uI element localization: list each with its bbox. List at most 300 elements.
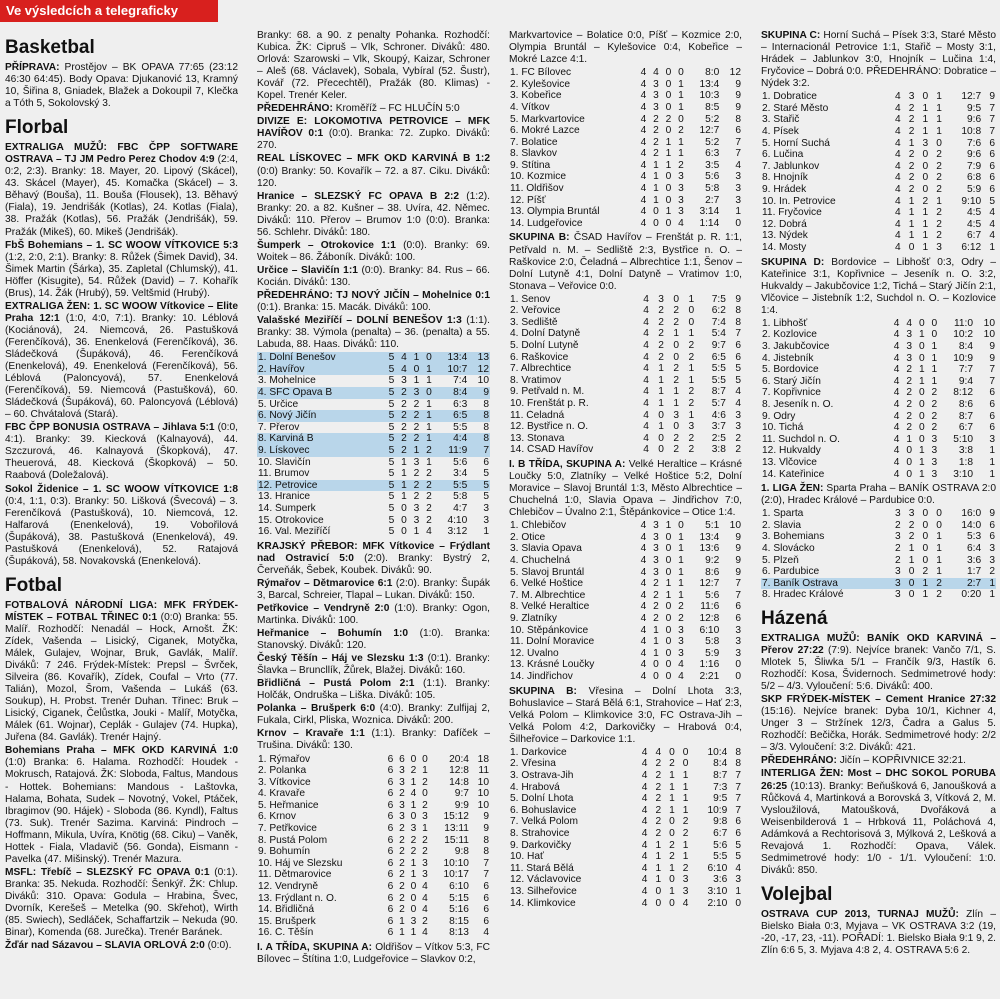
table-cell: 6: [989, 422, 995, 434]
table-cell: 2: [936, 589, 942, 601]
table-row: [257, 352, 490, 364]
table-cell: 10:9: [953, 352, 974, 364]
table-cell: 2: [655, 769, 662, 781]
table-cell: 3: [678, 647, 684, 659]
table-cell: 3: [422, 811, 428, 823]
table-cell: 2: [655, 793, 662, 805]
table-cell: 2: [906, 422, 913, 434]
table-row: [761, 364, 996, 376]
result-headline: PŘÍPRAVA:: [5, 62, 60, 73]
table-cell: 1: [665, 589, 672, 601]
table-row: [761, 91, 996, 103]
table-cell: 3: [410, 915, 417, 927]
table-row: [257, 457, 490, 469]
table-cell: 9:6: [966, 114, 982, 126]
table-cell: 6: [387, 799, 394, 811]
table-row: [509, 555, 742, 567]
table-cell: 6: [387, 788, 394, 800]
table-cell: 2: [401, 398, 407, 410]
table-cell: 2: [399, 892, 405, 904]
table-cell: 1: [413, 375, 420, 387]
standings-table: [257, 352, 490, 538]
table-cell: 5:9: [705, 647, 720, 659]
table-cell: 1: [922, 126, 929, 138]
table-cell: 0: [665, 101, 672, 113]
table-cell: 3:6: [966, 554, 982, 566]
table-cell: 4: [893, 398, 900, 410]
table-cell: 1: [410, 776, 417, 788]
table-cell: 2: [673, 374, 680, 386]
table-row: [509, 520, 742, 532]
table-cell: 1: [922, 114, 929, 126]
table-cell: 9: [468, 387, 490, 399]
table-row: [761, 469, 996, 481]
table-cell: 6:5: [433, 410, 469, 422]
table-cell: 5: [483, 468, 489, 480]
table-cell: 3:8: [958, 445, 974, 457]
table-cell: 1: [669, 885, 675, 897]
table-row: [761, 387, 996, 399]
table-cell: 6: [735, 351, 741, 363]
table-cell: 5:16: [449, 904, 469, 916]
table-cell: 1: [665, 136, 672, 148]
table-cell: 0: [410, 753, 417, 765]
table-cell: 2: [931, 398, 938, 410]
section-heading: Volejbal: [761, 883, 833, 905]
table-cell: 1: [665, 148, 672, 160]
table-cell: 2: [399, 823, 405, 835]
table-cell: 1: [918, 468, 925, 480]
table-cell: 9. Odry: [762, 410, 796, 422]
result-headline: PŘEDEHRÁNO:: [257, 103, 333, 115]
table-cell: 1: [688, 363, 695, 375]
table-cell: 5: [388, 491, 395, 503]
table-cell: 2: [408, 433, 420, 445]
table-cell: 1: [665, 206, 672, 218]
table-cell: 0: [665, 171, 672, 183]
table-cell: 0: [669, 746, 675, 758]
table-cell: 0: [665, 555, 672, 567]
table-cell: 1: [936, 114, 942, 126]
result-paragraph: [257, 30, 490, 102]
table-cell: 5. Bordovice: [762, 364, 819, 376]
table-cell: 3: [653, 520, 659, 532]
table-cell: 16:0: [961, 508, 982, 520]
table-cell: 1: [678, 136, 684, 148]
table-cell: 11. Stará Bělá: [510, 862, 574, 874]
table-cell: 4: [422, 881, 428, 893]
table-cell: 8: [483, 846, 489, 858]
result-detail: (1:2, 2:0, 2:1). Branky: 8. Růžek (Šimek David), 34. Šimek Martin (Šárka), 35. Zapletal (Chlumský), 41. Höffer (Kisugite), 54. Růžek (David) – 7. Kohařík (Brus), 14. Žák (Hrubý), 59. Veltšmid (Hrubý).: [5, 251, 238, 299]
table-cell: 6: [387, 869, 394, 881]
table-cell: 0: [735, 659, 741, 671]
table-cell: 5: [735, 374, 741, 386]
table-cell: 1: [410, 799, 417, 811]
table-cell: 5:5: [433, 480, 469, 492]
table-cell: 4: [640, 670, 647, 682]
table-cell: 1: [936, 531, 942, 543]
table-row: [509, 340, 742, 352]
table-cell: 6: [735, 125, 741, 137]
table-cell: 0: [922, 508, 929, 520]
table-cell: 6: [387, 811, 394, 823]
table-row: [509, 421, 742, 433]
table-cell: 3: [735, 183, 741, 195]
table-cell: 4. Kravaře: [258, 788, 305, 800]
table-row: [761, 184, 996, 196]
table-cell: 3: [735, 421, 741, 433]
table-cell: 4: [410, 788, 417, 800]
table-cell: 2: [678, 125, 684, 137]
table-cell: 2: [422, 846, 428, 858]
table-cell: 8. Pustá Polom: [258, 834, 328, 846]
result-detail: (1:1). Branky: Holčák, Ondruška – Liška. Diváků: 105.: [257, 678, 490, 702]
table-row: [509, 317, 742, 329]
table-cell: 2: [413, 468, 420, 480]
table-row: [761, 341, 996, 353]
table-cell: 9: [483, 823, 489, 835]
table-cell: 6:5: [711, 351, 726, 363]
table-cell: 1: [653, 159, 659, 171]
table-cell: 6. Bohuslavice: [510, 804, 577, 816]
table-cell: 16. Val. Meziříčí: [258, 526, 331, 538]
table-cell: 2: [653, 125, 659, 137]
table-cell: 12: [729, 67, 741, 79]
table-cell: 8:12: [953, 387, 974, 399]
table-cell: 6: [483, 904, 489, 916]
table-cell: 3: [922, 137, 929, 149]
result-paragraph: [509, 686, 742, 746]
table-cell: 4: [643, 444, 649, 456]
result-paragraph: [257, 653, 490, 677]
table-row: [761, 411, 996, 423]
table-cell: 1: [688, 409, 695, 421]
table-cell: 9:10: [961, 195, 982, 207]
table-cell: 5:15: [449, 892, 469, 904]
table-cell: 0: [665, 612, 672, 624]
table-cell: 0: [665, 194, 672, 206]
table-cell: 2: [908, 149, 915, 161]
table-row: [761, 161, 996, 173]
table-row: [761, 399, 996, 411]
table-cell: 2: [936, 160, 942, 172]
table-cell: 0: [922, 91, 929, 103]
table-cell: 2: [395, 410, 407, 422]
table-cell: 0: [735, 670, 741, 682]
table-row: [509, 532, 742, 544]
table-cell: 7: [735, 589, 741, 601]
table-cell: 11. Suchdol n. O.: [762, 433, 840, 445]
table-cell: 6: [483, 881, 489, 893]
result-headline: SKP FRÝDEK-MÍSTEK – Cement Hranice 27:32: [761, 694, 996, 706]
table-cell: 5:5: [711, 374, 726, 386]
table-cell: 4: [643, 363, 649, 375]
table-cell: 1: [922, 207, 929, 219]
table-cell: 6: [387, 904, 394, 916]
table-cell: 0: [665, 78, 672, 90]
table-cell: 1. Dobratice: [762, 91, 817, 103]
table-cell: 1: [989, 241, 995, 253]
result-paragraph: [509, 459, 742, 519]
table-cell: 3:10: [953, 468, 974, 480]
table-cell: 3: [906, 352, 913, 364]
table-cell: 1: [989, 468, 995, 480]
table-cell: 5: [483, 491, 489, 503]
table-cell: 4: [894, 230, 901, 242]
section-heading: Házená: [761, 607, 828, 629]
table-cell: 1: [655, 874, 662, 886]
table-row: [509, 793, 742, 805]
table-cell: 5:1: [705, 520, 720, 532]
table-cell: 10:3: [699, 90, 720, 102]
table-cell: 8:0: [705, 67, 720, 79]
table-cell: 5: [468, 480, 490, 492]
result-headline: Český Těšín – Háj ve Slezsku 1:3: [257, 653, 424, 665]
table-cell: 10. Háj ve Slezsku: [258, 857, 343, 869]
result-paragraph: [5, 940, 238, 952]
result-paragraph: [257, 191, 490, 239]
table-row: [509, 137, 742, 149]
table-cell: 3. Ostrava-Jih: [510, 769, 574, 781]
table-cell: 4: [989, 218, 995, 230]
table-cell: 12. Hukvaldy: [762, 445, 821, 457]
table-cell: 1. Darkovice: [510, 746, 567, 758]
table-cell: 6: [989, 387, 995, 399]
table-cell: 5: [388, 468, 395, 480]
table-cell: 1: [395, 480, 407, 492]
table-cell: 1: [426, 375, 432, 387]
table-cell: 2: [399, 846, 405, 858]
table-cell: 0: [735, 897, 741, 909]
table-cell: 4: [653, 67, 659, 79]
table-cell: 0: [678, 67, 684, 79]
table-cell: 4: [735, 159, 741, 171]
table-cell: 2: [420, 480, 432, 492]
table-cell: 11. Dětmarovice: [258, 869, 332, 881]
table-cell: 0: [918, 352, 925, 364]
table-cell: 8: [735, 305, 741, 317]
result-paragraph: [257, 603, 490, 627]
table-cell: 11: [478, 765, 489, 777]
section-heading: Fotbal: [5, 574, 62, 596]
table-cell: 5:2: [705, 136, 720, 148]
table-cell: 0: [669, 874, 675, 886]
table-cell: 4: [643, 398, 649, 410]
table-cell: 5: [383, 387, 395, 399]
table-cell: 3. Stařič: [762, 114, 800, 126]
result-paragraph: [761, 755, 996, 767]
table-cell: 2: [422, 834, 428, 846]
result-paragraph: [257, 103, 490, 115]
table-cell: 7: [483, 857, 489, 869]
table-cell: 9: [735, 531, 741, 543]
table-row: [509, 218, 742, 230]
table-cell: 0: [936, 519, 942, 531]
result-detail: Zlín – Bielsko Biała 0:3, Myjava – VK OSTRAVA 3:2 (19, -20, -17, 23, -11). POŘADÍ: 1. Bielsko Biała 9:1 9, 2. Zlín 6:6 5, 3. Myjava 4:8 2, 4. OSTRAVA 5:6 2.: [761, 908, 996, 957]
table-cell: 4: [643, 316, 649, 328]
table-cell: 4: [640, 67, 647, 79]
table-cell: 3: [688, 421, 695, 433]
table-cell: 8: [735, 316, 741, 328]
table-cell: 4: [640, 531, 647, 543]
table-cell: 2: [936, 207, 942, 219]
table-row: [257, 754, 490, 766]
table-cell: 4: [678, 659, 684, 671]
table-cell: 2: [410, 846, 417, 858]
table-cell: 0: [653, 659, 659, 671]
table-cell: 4: [640, 601, 647, 613]
table-cell: 8. Velké Heraltice: [510, 601, 590, 613]
table-cell: 2: [408, 480, 420, 492]
table-row: [761, 531, 996, 543]
table-cell: 0: [906, 468, 913, 480]
table-cell: 4:5: [966, 218, 982, 230]
table-cell: 2: [936, 172, 942, 184]
table-cell: 2:5: [711, 432, 726, 444]
table-cell: 6: [387, 776, 394, 788]
table-cell: 3: [908, 508, 915, 520]
table-cell: 2: [936, 149, 942, 161]
table-cell: 7. Jablunkov: [762, 160, 820, 172]
table-cell: 9:5: [713, 793, 728, 805]
table-cell: 2: [908, 531, 915, 543]
table-cell: 3: [653, 78, 659, 90]
table-cell: 1: [922, 102, 929, 114]
table-cell: 1: [669, 862, 675, 874]
result-headline: SKUPINA C:: [761, 30, 821, 41]
result-headline: Petřkovice – Vendryně 2:0: [257, 602, 390, 614]
table-cell: 6. Starý Jičín: [762, 375, 821, 387]
table-cell: 2: [399, 857, 405, 869]
table-cell: 0: [931, 329, 938, 341]
table-row: [509, 206, 742, 218]
table-cell: 0: [908, 566, 915, 578]
table-cell: 5: [383, 352, 395, 364]
table-cell: 2: [426, 491, 432, 503]
table-cell: 4: [893, 468, 900, 480]
table-row: [509, 375, 742, 387]
table-cell: 8: [483, 398, 489, 410]
table-cell: 2: [908, 160, 915, 172]
table-cell: 1: [936, 542, 942, 554]
table-cell: 2: [658, 340, 664, 352]
table-row: [509, 671, 742, 683]
table-row: [761, 114, 996, 126]
result-headline: OSTRAVA CUP 2013, TURNAJ MUŽŮ:: [761, 908, 959, 920]
table-cell: 3: [413, 502, 420, 514]
result-paragraph: [257, 942, 490, 966]
result-detail: (1:0). Branka: Stanovský. Diváků: 120.: [257, 628, 490, 652]
table-cell: 3: [408, 387, 420, 399]
table-cell: 4: [894, 126, 901, 138]
table-cell: 3: [678, 636, 684, 648]
table-cell: 7. Albrechtice: [510, 363, 572, 375]
table-cell: 12:7: [961, 91, 982, 103]
table-cell: 5: [388, 526, 395, 538]
table-cell: 2: [422, 799, 428, 811]
table-cell: 2: [669, 758, 675, 770]
result-detail: (2:0). Branky: Šupák 3, Barcal, Schreier, Tlapal – Lukan. Diváků: 150.: [257, 577, 490, 601]
table-row: [257, 904, 490, 916]
table-row: [257, 433, 490, 445]
table-cell: 3: [678, 194, 684, 206]
table-cell: 2: [401, 421, 407, 433]
table-cell: 2: [735, 432, 741, 444]
table-cell: 0: [682, 758, 689, 770]
table-cell: 6: [387, 823, 394, 835]
result-paragraph: [257, 728, 490, 752]
table-cell: 0: [410, 881, 417, 893]
table-cell: 0: [665, 624, 672, 636]
result-headline: PŘEDEHRÁNO: TJ NOVÝ JIČÍN – Mohelnice 0:1: [257, 289, 490, 301]
result-headline: Valašské Meziříčí – DOLNÍ BENEŠOV 1:3: [257, 315, 462, 327]
table-cell: 6:2: [711, 305, 726, 317]
table-cell: 2: [678, 159, 684, 171]
result-paragraph: [5, 240, 238, 300]
table-cell: 5. Plzeň: [762, 554, 799, 566]
table-cell: 7: [735, 793, 741, 805]
table-row: [509, 79, 742, 91]
table-cell: 2: [395, 387, 407, 399]
table-cell: 1: [931, 340, 938, 352]
table-cell: 3: [399, 811, 405, 823]
table-cell: 4:5: [966, 207, 982, 219]
table-cell: 1: [420, 410, 432, 422]
table-row: [257, 375, 490, 387]
table-cell: 3: [894, 566, 901, 578]
table-cell: 6: [989, 183, 995, 195]
table-cell: 8: [735, 113, 741, 125]
table-cell: 4: [641, 839, 648, 851]
result-paragraph: [257, 703, 490, 727]
table-cell: 8:7: [958, 410, 974, 422]
table-cell: 1: [665, 159, 672, 171]
standings-table: [509, 747, 742, 909]
table-cell: 0: [922, 542, 929, 554]
table-row: [257, 800, 490, 812]
result-detail: (1:1). Branky: Dafíček – Trušina. Diváků: 130.: [257, 728, 490, 752]
table-cell: 13:4: [699, 531, 720, 543]
result-detail: (1:0, 4:0, 7:1). Branky: 10. Léblová (Kociánová), 24. Niemcová, 26. Pastušková (Ferenčíková), 36. Enenkelová (Ferenčíková), 36. Sládečková (Šupáková), 46. Ferenčíková (Enenkelová), 49. Enenkelová (Ferenčíková), 56. Léblová (Paloncyová), 57. Enenkelová (Ferenčíková), 59. Niemcová (Pastušková), 60. Sládečková (Šupáková), 60. Paloncyová (Léblová) – 60. Chvátalová (Stará).: [5, 312, 238, 421]
table-cell: 1: [669, 804, 675, 816]
table-cell: 1: [682, 839, 689, 851]
column-4: [761, 30, 996, 999]
table-cell: 2. Vřesina: [510, 758, 556, 770]
table-cell: 2: [906, 398, 913, 410]
table-cell: 1: [989, 456, 995, 468]
table-cell: 6. Lučina: [762, 149, 804, 161]
result-headline: Bohemians Praha – MFK OKD KARVINÁ 1:0: [5, 745, 238, 757]
result-headline: REAL LÍSKOVEC – MFK OKD KARVINÁ B 1:2: [257, 153, 490, 165]
table-cell: 6. Nový Jičín: [257, 410, 383, 422]
table-cell: 2: [906, 375, 913, 387]
table-cell: 5:3: [966, 531, 982, 543]
table-row: [509, 874, 742, 886]
table-row: [509, 183, 742, 195]
table-cell: 1: [908, 554, 915, 566]
table-cell: 3: [678, 183, 684, 195]
table-cell: 7. Petřkovice: [258, 823, 317, 835]
table-cell: 4: [641, 769, 648, 781]
table-cell: 4: [643, 305, 649, 317]
table-cell: 7. M. Albrechtice: [510, 589, 586, 601]
result-paragraph: [509, 30, 742, 66]
table-cell: 3: [931, 456, 938, 468]
table-cell: 4: [989, 230, 995, 242]
table-cell: 9: [989, 91, 995, 103]
table-cell: 1. Libhošť: [762, 317, 808, 329]
table-row: [509, 444, 742, 456]
